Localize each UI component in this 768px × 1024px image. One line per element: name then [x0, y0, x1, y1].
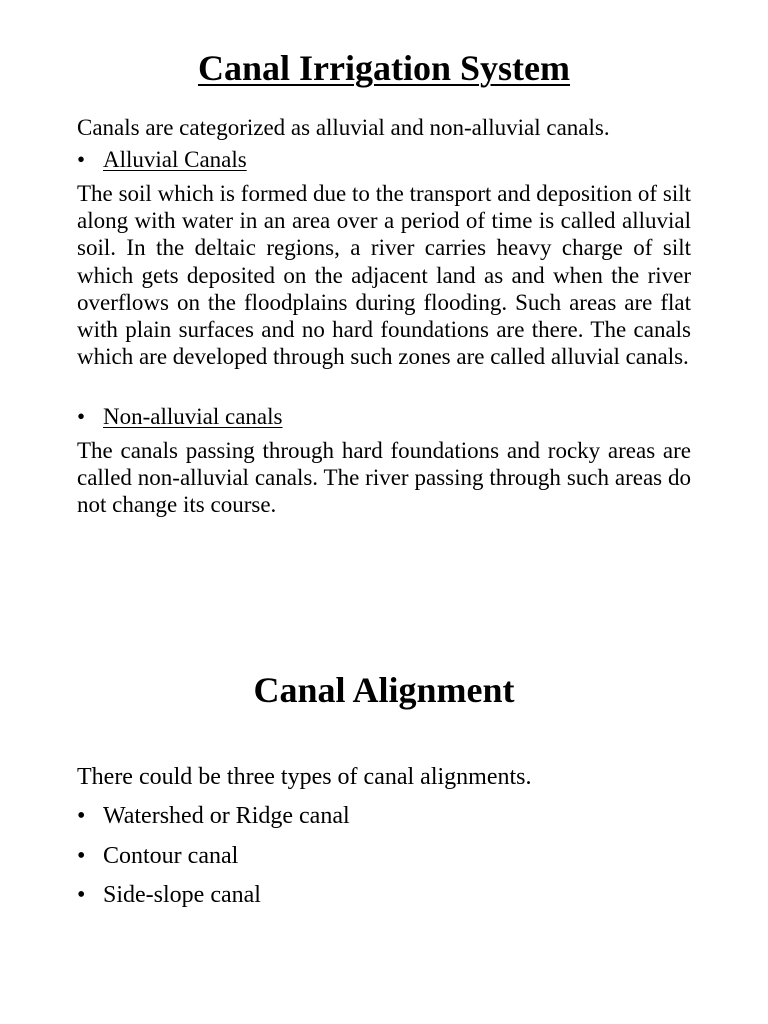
section-title: Canal Alignment	[253, 670, 515, 710]
section-heading: Non-alluvial canals	[103, 404, 283, 429]
bullet-glyph: •	[77, 882, 86, 908]
alluvial-paragraph: The soil which is formed due to the transport and deposition of silt along with water in an area over a period of time is called alluvial soil. In the deltaic regions, a river carries heavy charge of silt which gets deposited on the adjacent land as and when the river overflows on the floodplains during flooding. Such areas are flat with plain surfaces and no hard foundations are there. The canals which are developed through such zones are called alluvial canals.	[77, 181, 691, 370]
bullet-alluvial-canals	[77, 146, 691, 173]
non-alluvial-paragraph: The canals passing through hard foundations and rocky areas are called non-alluvial canals. The river passing through such areas do not change its course.	[77, 438, 691, 518]
list-item-label: Contour canal	[103, 843, 239, 869]
bullet-non-alluvial-canals	[77, 403, 691, 430]
intro-text: There could be three types of canal alignments.	[77, 764, 532, 790]
list-item	[77, 881, 691, 909]
bullet-glyph: •	[77, 803, 86, 829]
bullet-glyph: •	[77, 147, 86, 172]
page-title: Canal Irrigation System	[198, 48, 570, 88]
bullet-glyph: •	[77, 404, 86, 429]
list-item-label: Side-slope canal	[103, 882, 261, 908]
intro-text: Canals are categorized as alluvial and non-alluvial canals.	[77, 115, 610, 140]
section-heading: Alluvial Canals	[103, 147, 247, 172]
list-item-label: Watershed or Ridge canal	[103, 803, 350, 829]
list-item	[77, 802, 691, 830]
bullet-glyph: •	[77, 843, 86, 869]
slide-canal-alignment	[0, 560, 768, 1024]
list-item	[77, 842, 691, 870]
